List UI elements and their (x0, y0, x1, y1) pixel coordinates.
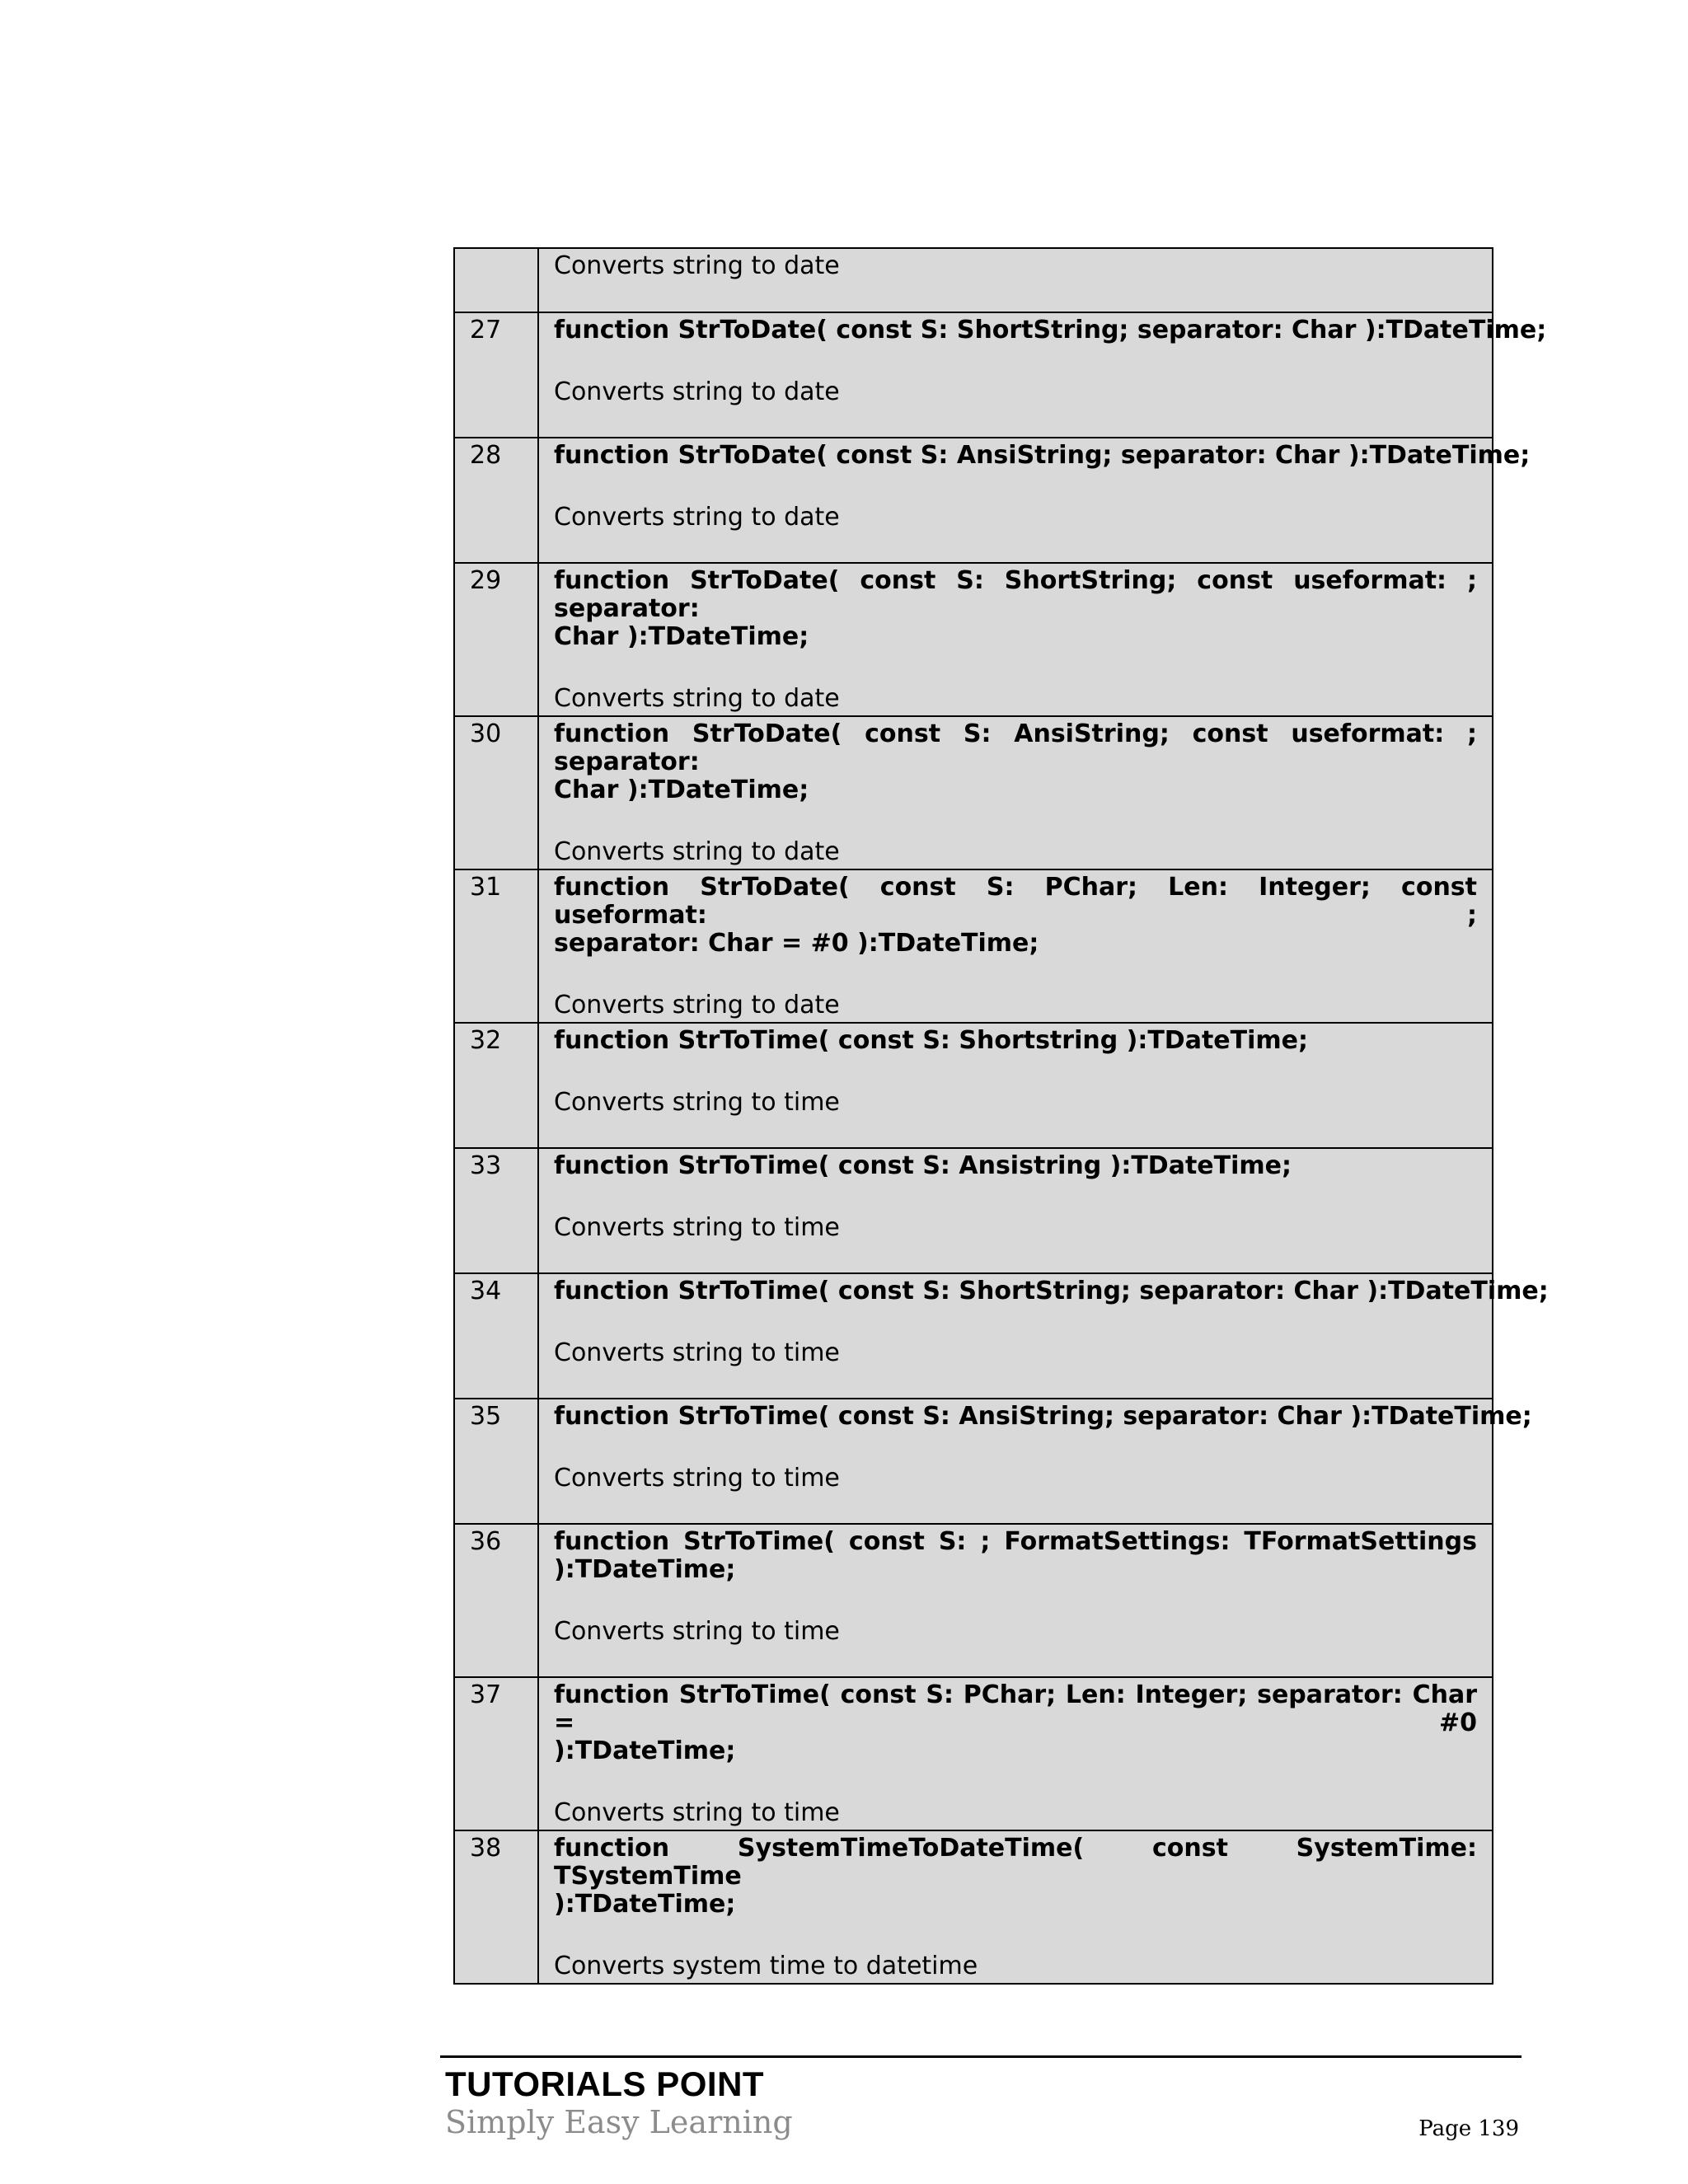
function-description: Converts string to date (554, 377, 840, 406)
function-signature (554, 1027, 1477, 1055)
function-signature (554, 1152, 1477, 1180)
function-signature (554, 720, 1477, 804)
row-content (538, 716, 1493, 869)
table-row (454, 1273, 1493, 1399)
row-number: 37 (454, 1677, 538, 1830)
page-number: Page 139 (1418, 2116, 1519, 2141)
footer-brand: TUTORIALS POINT (445, 2064, 765, 2103)
row-number: 36 (454, 1524, 538, 1677)
function-description: Converts string to time (554, 1088, 840, 1117)
row-number: 31 (454, 869, 538, 1023)
table-row (454, 1148, 1493, 1273)
signature-line: ):TDateTime; (554, 1736, 736, 1765)
row-content (538, 1023, 1493, 1148)
functions-table (453, 247, 1549, 1985)
table-row (454, 312, 1493, 438)
function-description: Converts string to date (554, 251, 840, 280)
row-number: 35 (454, 1399, 538, 1524)
row-content (538, 1830, 1493, 1984)
signature-line: ):TDateTime; (554, 1555, 736, 1584)
footer-divider (440, 2055, 1522, 2058)
function-description: Converts string to date (554, 684, 840, 713)
function-signature (554, 1835, 1477, 1919)
table-row (454, 869, 1493, 1023)
signature-line: ):TDateTime; (554, 1890, 736, 1919)
row-content (538, 312, 1547, 438)
row-content (538, 1273, 1549, 1399)
signature-line: function StrToDate( const S: PChar; Len: Integer; const useformat: ; (554, 873, 1477, 930)
row-number: 30 (454, 716, 538, 869)
table-row (454, 1399, 1493, 1524)
row-number: 33 (454, 1148, 538, 1273)
row-number: 29 (454, 563, 538, 716)
signature-line: function StrToDate( const S: AnsiString; separator: Char ):TDateTime; (554, 441, 1531, 470)
row-content (538, 1524, 1493, 1677)
function-signature (554, 1681, 1477, 1765)
functions-table-body (454, 248, 1549, 1984)
function-description: Converts string to date (554, 503, 840, 532)
signature-line: function StrToDate( const S: ShortString; const useformat: ; separator: (554, 566, 1477, 623)
signature-line: function StrToTime( const S: Shortstring ):TDateTime; (554, 1026, 1308, 1055)
row-number: 28 (454, 438, 538, 563)
signature-line: Char ):TDateTime; (554, 776, 809, 804)
function-signature (554, 441, 1531, 470)
function-signature (554, 567, 1477, 651)
row-number: 38 (454, 1830, 538, 1984)
function-description: Converts string to time (554, 1617, 840, 1646)
table-row (454, 716, 1493, 869)
function-description: Converts system time to datetime (554, 1952, 978, 1980)
footer-tagline: Simply Easy Learning (445, 2104, 793, 2140)
table-row (454, 1023, 1493, 1148)
row-content (538, 563, 1493, 716)
function-description: Converts string to time (554, 1213, 840, 1242)
row-content (538, 438, 1531, 563)
row-number: 34 (454, 1273, 538, 1399)
table-row (454, 438, 1493, 563)
signature-line: function StrToTime( const S: PChar; Len: Integer; separator: Char = #0 (554, 1680, 1477, 1737)
signature-line: Char ):TDateTime; (554, 622, 809, 651)
function-description: Converts string to time (554, 1798, 840, 1827)
table-row (454, 563, 1493, 716)
row-number: 27 (454, 312, 538, 438)
function-signature (554, 316, 1547, 344)
signature-line: function StrToDate( const S: ShortString; separator: Char ):TDateTime; (554, 316, 1547, 344)
function-description: Converts string to date (554, 991, 840, 1019)
signature-line: function SystemTimeToDateTime( const SystemTime: TSystemTime (554, 1834, 1477, 1891)
table-row (454, 248, 1493, 312)
row-content (538, 248, 1493, 312)
row-content (538, 1148, 1493, 1273)
signature-line: separator: Char = #0 ):TDateTime; (554, 929, 1039, 958)
row-number: 32 (454, 1023, 538, 1148)
row-content (538, 1677, 1493, 1830)
function-signature (554, 1528, 1477, 1584)
function-description: Converts string to time (554, 1338, 840, 1367)
signature-line: function StrToTime( const S: AnsiString; separator: Char ):TDateTime; (554, 1402, 1532, 1431)
function-description: Converts string to time (554, 1464, 840, 1493)
row-content (538, 869, 1493, 1023)
signature-line: function StrToTime( const S: Ansistring ):TDateTime; (554, 1151, 1292, 1180)
table-row (454, 1524, 1493, 1677)
row-number (454, 248, 538, 312)
function-signature (554, 874, 1477, 958)
function-signature (554, 1402, 1532, 1431)
signature-line: function StrToTime( const S: ; FormatSettings: TFormatSettings (554, 1527, 1477, 1556)
table-row (454, 1830, 1493, 1984)
signature-line: function StrToDate( const S: AnsiString; const useformat: ; separator: (554, 719, 1477, 776)
table-row (454, 1677, 1493, 1830)
function-description: Converts string to date (554, 837, 840, 866)
row-content (538, 1399, 1532, 1524)
function-signature (554, 1277, 1549, 1305)
signature-line: function StrToTime( const S: ShortString; separator: Char ):TDateTime; (554, 1277, 1549, 1305)
